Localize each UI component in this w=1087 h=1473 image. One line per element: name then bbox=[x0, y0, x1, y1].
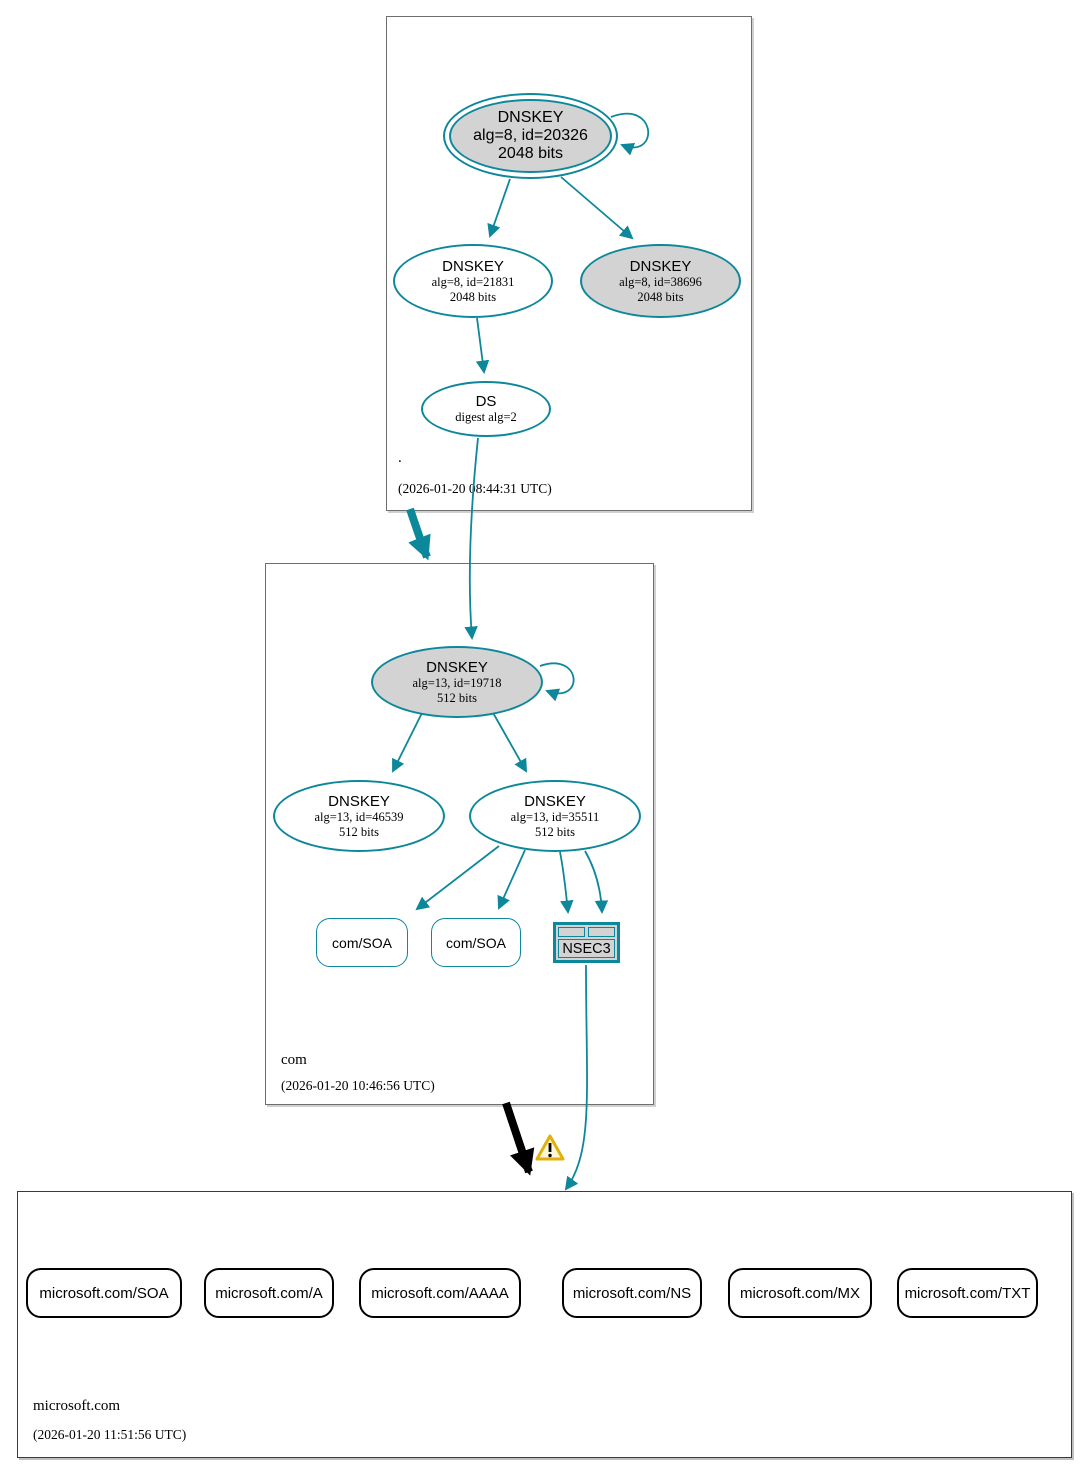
dnskey-19718-alg: alg=13, id=19718 bbox=[412, 675, 502, 690]
nsec3-cell-right bbox=[588, 927, 615, 937]
dnskey-38696-bits: 2048 bits bbox=[637, 289, 684, 304]
dnskey-20326-bits: 2048 bits bbox=[498, 145, 563, 162]
com-soa-2-label: com/SOA bbox=[446, 934, 506, 951]
ms-a-label: microsoft.com/A bbox=[215, 1284, 323, 1302]
dnskey-35511-type: DNSKEY bbox=[524, 792, 586, 810]
zone-label-microsoft: microsoft.com bbox=[33, 1398, 121, 1414]
nsec3-cell-left bbox=[558, 927, 585, 937]
com-soa-1-label: com/SOA bbox=[332, 934, 392, 951]
node-dnskey-46539[interactable] bbox=[273, 780, 445, 852]
dnskey-20326-body bbox=[449, 99, 612, 173]
dnskey-38696-type: DNSKEY bbox=[629, 257, 692, 275]
node-ms-txt[interactable] bbox=[897, 1268, 1038, 1318]
node-dnskey-19718[interactable] bbox=[371, 646, 543, 718]
zone-box-microsoft bbox=[17, 1191, 1072, 1458]
node-nsec3[interactable] bbox=[553, 922, 620, 963]
dnskey-19718-type: DNSKEY bbox=[426, 658, 488, 676]
zone-timestamp-microsoft: (2026-01-20 11:51:56 UTC) bbox=[33, 1427, 187, 1442]
edge-delegation-root-com bbox=[410, 509, 427, 557]
dnskey-21831-type: DNSKEY bbox=[442, 257, 504, 275]
node-dnskey-21831[interactable] bbox=[393, 244, 553, 318]
zone-label-root: . bbox=[398, 450, 402, 466]
node-ms-ns[interactable] bbox=[562, 1268, 702, 1318]
ds-type: DS bbox=[475, 393, 497, 410]
zone-timestamp-root: (2026-01-20 08:44:31 UTC) bbox=[398, 481, 552, 496]
zone-timestamp-com: (2026-01-20 10:46:56 UTC) bbox=[281, 1078, 435, 1093]
node-com-soa-2[interactable] bbox=[431, 918, 521, 967]
edge-delegation-com-microsoft bbox=[506, 1103, 529, 1172]
dnskey-35511-bits: 512 bits bbox=[535, 824, 575, 839]
node-ms-soa[interactable] bbox=[26, 1268, 182, 1318]
ms-soa-label: microsoft.com/SOA bbox=[39, 1284, 169, 1302]
node-ms-mx[interactable] bbox=[728, 1268, 872, 1318]
dnskey-21831-bits: 2048 bits bbox=[449, 289, 497, 304]
node-ds-root[interactable] bbox=[421, 381, 551, 437]
dnskey-21831-alg: alg=8, id=21831 bbox=[431, 274, 515, 289]
ms-mx-label: microsoft.com/MX bbox=[739, 1284, 860, 1302]
node-ms-aaaa[interactable] bbox=[359, 1268, 521, 1318]
dnskey-46539-alg: alg=13, id=46539 bbox=[314, 809, 404, 824]
node-dnskey-35511[interactable] bbox=[469, 780, 641, 852]
nsec3-label: NSEC3 bbox=[558, 939, 615, 958]
nsec3-header-cells bbox=[558, 927, 615, 937]
node-dnskey-38696[interactable] bbox=[580, 244, 741, 318]
dnskey-46539-type: DNSKEY bbox=[328, 792, 390, 810]
node-dnskey-20326[interactable] bbox=[443, 93, 618, 179]
ms-ns-label: microsoft.com/NS bbox=[572, 1284, 692, 1302]
dnskey-20326-type: DNSKEY bbox=[497, 109, 564, 126]
node-com-soa-1[interactable] bbox=[316, 918, 408, 967]
dnskey-35511-alg: alg=13, id=35511 bbox=[510, 809, 600, 824]
ms-aaaa-label: microsoft.com/AAAA bbox=[371, 1284, 509, 1302]
zone-label-com: com bbox=[281, 1052, 307, 1068]
dnskey-20326-alg: alg=8, id=20326 bbox=[473, 127, 588, 144]
ms-txt-label: microsoft.com/TXT bbox=[904, 1284, 1031, 1302]
dnskey-38696-alg: alg=8, id=38696 bbox=[619, 274, 702, 289]
node-ms-a[interactable] bbox=[204, 1268, 334, 1318]
dnskey-46539-bits: 512 bits bbox=[339, 824, 379, 839]
ds-alg: digest alg=2 bbox=[455, 410, 517, 424]
warning-triangle-icon[interactable] bbox=[537, 1136, 563, 1159]
dnskey-19718-bits: 512 bits bbox=[437, 690, 477, 705]
